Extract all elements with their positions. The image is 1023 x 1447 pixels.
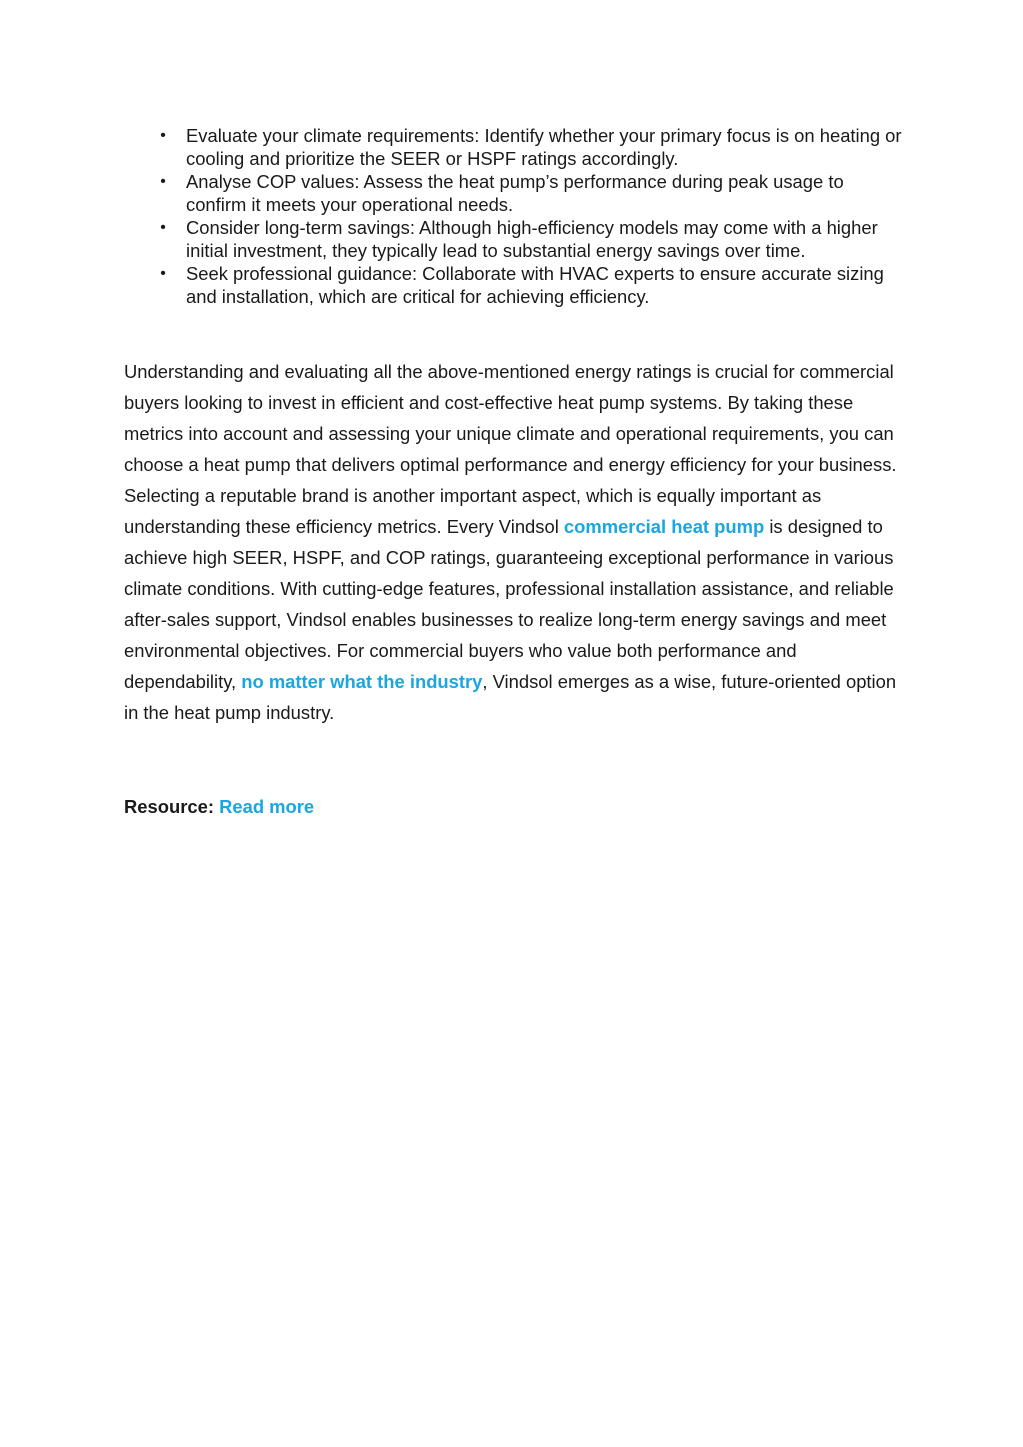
commercial-heat-pump-link[interactable]: commercial heat pump <box>563 516 765 537</box>
paragraph-text-part-1: Understanding and evaluating all the above-mentioned energy ratings is crucial for commercial buyers looking to invest in efficient and cost-effective heat pump systems. By taking these metrics into account and assessing your unique climate and operational requirements, you can choose a heat pump that delivers optimal performance and energy efficiency for your business. Selecting a reputable brand is another important aspect, which is equally important as understanding these efficiency metrics. Every Vindsol <box>124 361 897 537</box>
list-item <box>124 216 904 262</box>
resource-label: Resource: <box>124 796 214 817</box>
bullet-icon: • <box>160 219 166 236</box>
list-item <box>124 262 904 308</box>
list-item <box>124 170 904 216</box>
industry-link[interactable]: no matter what the industry <box>241 671 483 692</box>
bullet-icon: • <box>160 127 166 144</box>
list-item-text: Consider long-term savings: Although high-efficiency models may come with a higher initial investment, they typically lead to substantial energy savings over time. <box>186 217 878 261</box>
list-item-text: Seek professional guidance: Collaborate with HVAC experts to ensure accurate sizing and installation, which are critical for achieving efficiency. <box>186 263 884 307</box>
bullet-list <box>124 124 904 308</box>
list-item-text: Evaluate your climate requirements: Identify whether your primary focus is on heating or cooling and prioritize the SEER or HSPF ratings accordingly. <box>186 125 902 169</box>
list-item <box>124 124 904 170</box>
paragraph-text-part-2: is designed to achieve high SEER, HSPF, and COP ratings, guaranteeing exceptional performance in various climate conditions. With cutting-edge features, professional installation assistance, and reliable after-sales support, Vindsol enables businesses to realize long-term energy savings and meet environmental objectives. For commercial buyers who value both performance and dependability, <box>124 516 894 692</box>
resource-line <box>124 791 314 822</box>
list-item-text: Analyse COP values: Assess the heat pump’s performance during peak usage to confirm it meets your operational needs. <box>186 171 844 215</box>
bullet-icon: • <box>160 265 166 282</box>
paragraph-text-part-3: , Vindsol emerges as a wise, future-oriented option in the heat pump industry. <box>124 671 897 723</box>
read-more-link[interactable]: Read more <box>219 796 315 817</box>
bullet-icon: • <box>160 173 166 190</box>
body-paragraph <box>124 356 904 728</box>
